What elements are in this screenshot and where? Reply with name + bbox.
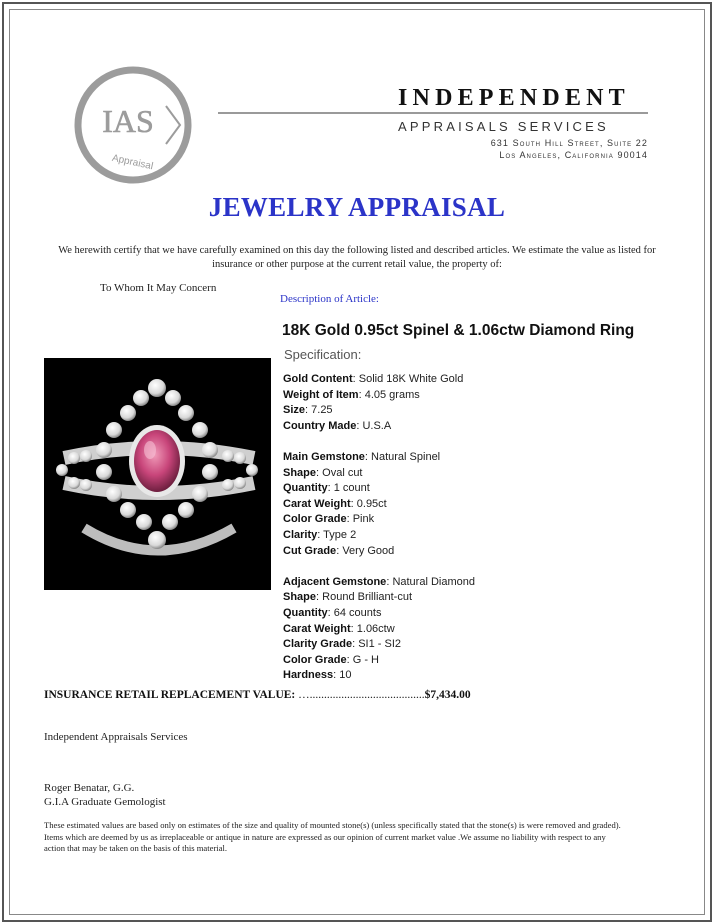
spec-row-adjacent-color: Color Grade: G - H [283, 653, 379, 666]
spec-key: Quantity [283, 482, 328, 495]
spec-value: Oval cut [322, 466, 363, 479]
spec-key: Shape [283, 466, 317, 479]
replacement-value [44, 689, 471, 701]
spec-row-main-gemstone: Main Gemstone: Natural Spinel [283, 450, 441, 463]
spec-row-shape: Shape: Oval cut [283, 466, 363, 479]
spec-value: 7.25 [311, 404, 333, 417]
header-divider [218, 112, 648, 114]
spec-key: Quantity [283, 606, 328, 619]
certification-text: We herewith certify that we have carefully examined on this day the following listed and described articles. We estimate the value as listed for insurance or other purpose at the current retail value, the property of: [58, 245, 656, 270]
spec-row-size: Size: 7.25 [283, 404, 333, 417]
spec-value: 4.05 grams [364, 388, 420, 401]
logo-word: Appraisal [110, 152, 155, 173]
specification-label: Specification: [284, 347, 362, 362]
spec-key: Clarity Grade [283, 638, 353, 651]
logo-letters: IAS [102, 103, 154, 139]
spec-row-adjacent-gemstone: Adjacent Gemstone: Natural Diamond [283, 575, 475, 588]
spec-key: Color Grade [283, 513, 347, 526]
spec-row-adjacent-quantity: Quantity: 64 counts [283, 606, 382, 619]
spec-key: Clarity [283, 528, 318, 541]
spec-key: Country Made [283, 419, 357, 432]
spec-value: Natural Spinel [371, 450, 441, 463]
spec-value: G - H [352, 653, 379, 666]
spec-key: Carat Weight [283, 497, 351, 510]
spec-key: Cut Grade [283, 544, 337, 557]
description-label: Description of Article: [280, 293, 379, 305]
spec-value: U.S.A [362, 419, 392, 432]
value-label: INSURANCE RETAIL REPLACEMENT VALUE: [44, 689, 296, 701]
spec-value: Solid 18K White Gold [358, 373, 464, 385]
spec-key: Size [283, 404, 306, 417]
spec-value: SI1 - SI2 [358, 638, 402, 651]
ias-logo [74, 66, 192, 184]
spec-row-country: Country Made: U.S.A [283, 419, 392, 432]
spec-row-quantity: Quantity: 1 count [283, 482, 370, 495]
spec-value: 1.06ctw [356, 622, 395, 635]
spec-row-adjacent-carat: Carat Weight: 1.06ctw [283, 622, 395, 635]
ring-photo [44, 358, 271, 590]
signer-name: Roger Benatar, G.G. [44, 782, 135, 794]
spec-key: Main Gemstone [283, 450, 365, 463]
signature-company: Independent Appraisals Services [44, 731, 188, 743]
specifications-list [283, 372, 475, 684]
address-line-1: 631 South Hill Street, Suite 22 [490, 138, 648, 148]
spec-row-carat-weight: Carat Weight: 0.95ct [283, 497, 387, 510]
spec-key: Weight of Item [283, 388, 359, 401]
recipient: To Whom It May Concern [100, 282, 217, 294]
document-title: JEWELRY APPRAISAL [208, 192, 506, 222]
spec-row-clarity: Clarity: Type 2 [283, 528, 357, 541]
spec-key: Adjacent Gemstone [283, 575, 387, 588]
value-amount: $7,434.00 [424, 689, 471, 701]
spec-value: Very Good [342, 544, 395, 557]
spec-row-color-grade: Color Grade: Pink [283, 513, 375, 526]
spec-row-weight: Weight of Item: 4.05 grams [283, 388, 420, 401]
spec-row-adjacent-shape: Shape: Round Brilliant-cut [283, 591, 413, 604]
spec-value: Pink [352, 513, 375, 526]
item-title: 18K Gold 0.95ct Spinel & 1.06ctw Diamond Ring [282, 322, 635, 339]
spec-key: Color Grade [283, 653, 347, 666]
disclaimer: These estimated values are based only on estimates of the size and quality of mounted stone(s) (unless specifically stated that the stone(s) is were removed and graded). Items which are deemed by us as irreplaceable or antique in nature are expressed as our opinion of current market value .We assume no liability with respect to any action that may be taken on the basis of this material. [44, 820, 621, 853]
spec-value: 10 [339, 669, 352, 682]
company-subtitle: APPRAISALS SERVICES [398, 119, 609, 134]
spec-value: Type 2 [323, 528, 357, 541]
spec-row-adjacent-clarity: Clarity Grade: SI1 - SI2 [283, 638, 402, 651]
spec-key: Carat Weight [283, 622, 351, 635]
spec-value: 0.95ct [356, 497, 387, 510]
spec-row-gold-content: Gold Content: Solid 18K White Gold [283, 373, 464, 385]
spec-key: Shape [283, 591, 317, 604]
signer-title: G.I.A Graduate Gemologist [44, 796, 166, 808]
value-dots: …........................................ [298, 689, 425, 701]
spec-row-cut-grade: Cut Grade: Very Good [283, 544, 395, 557]
spec-key: Gold Content [283, 373, 353, 385]
company-name: INDEPENDENT [398, 85, 630, 111]
spec-row-hardness: Hardness: 10 [283, 669, 352, 682]
spec-value: Round Brilliant-cut [322, 591, 413, 604]
spec-key: Hardness [283, 669, 334, 682]
spec-value: 1 count [333, 482, 370, 495]
spec-value: Natural Diamond [392, 575, 475, 588]
address-line-2: Los Angeles, California 90014 [499, 150, 648, 160]
spec-value: 64 counts [333, 606, 382, 619]
